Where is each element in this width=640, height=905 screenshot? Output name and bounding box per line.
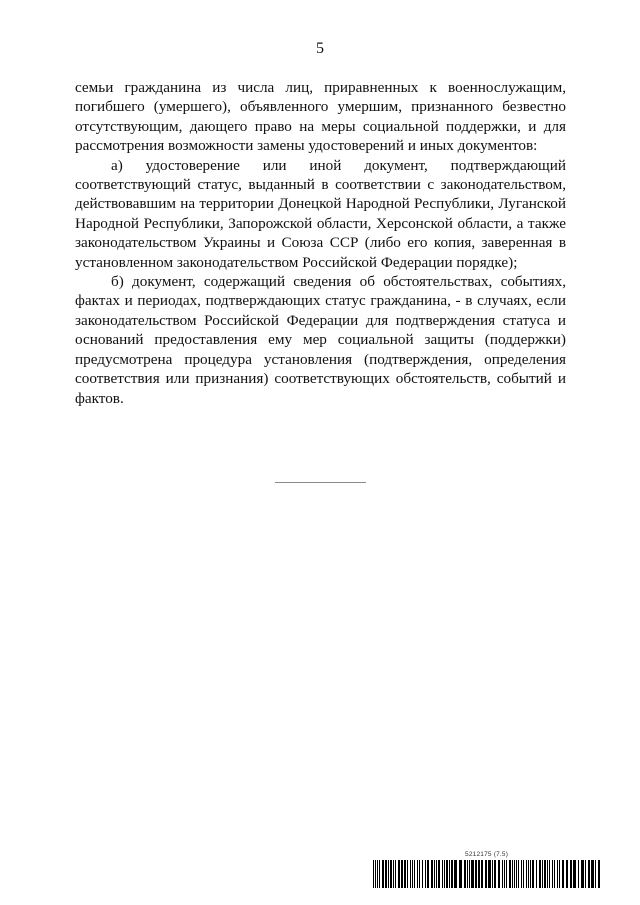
section-divider bbox=[275, 482, 366, 483]
paragraph-intro: семьи гражданина из числа лиц, приравненных к военнослужащим, погибшего (умершего), объявленного умершим, признанного безвестно отсутствующим, дающего право на меры социальной поддержки, и для рассмотрения возможности замены удостоверений и иных документов: bbox=[75, 79, 566, 155]
page-number: 5 bbox=[316, 40, 324, 57]
document-code: 5212175 (7.5) bbox=[465, 851, 509, 858]
barcode-image bbox=[373, 860, 601, 888]
document-body bbox=[75, 78, 566, 408]
paragraph-item-a: а) удостоверение или иной документ, подтверждающий соответствующий статус, выданный в соответствии с законодательством, действовавшим на территории Донецкой Народной Республики, Луганской Народной Республики, Запорожской области, Херсонской области, а также законодательством Украины и Союза ССР (либо его копия, заверенная в установленном законодательством Российской Федерации порядке); bbox=[75, 156, 566, 271]
paragraph-item-b: б) документ, содержащий сведения об обстоятельствах, событиях, фактах и периодах, подтверждающих статус гражданина, - в случаях, если законодательством Российской Федерации для подтверждения статуса и оснований предоставления ему мер социальной защиты (поддержки) предусмотрена процедура установления (подтверждения, определения соответствия или признания) соответствующих обстоятельств, событий и фактов. bbox=[75, 273, 566, 407]
